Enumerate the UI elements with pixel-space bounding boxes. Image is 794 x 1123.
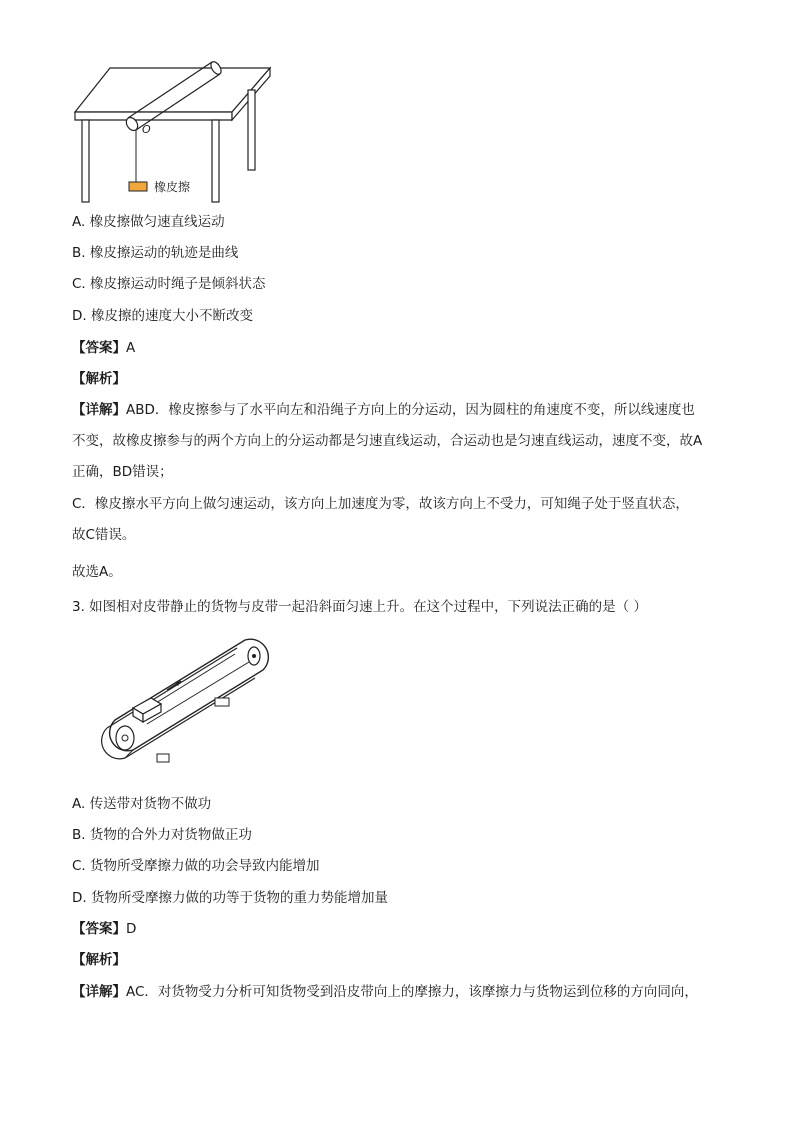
eraser-block: [129, 182, 147, 191]
q2-option-c: C. 橡皮擦运动时绳子是倾斜状态: [72, 276, 266, 292]
answer-label: 【答案】: [72, 340, 126, 356]
q2-analysis-label: 【解析】: [72, 371, 126, 387]
table-leg: [82, 120, 89, 202]
q3-option-c: C. 货物所受摩擦力做的功会导致内能增加: [72, 858, 320, 874]
eraser-label: 橡皮擦: [154, 180, 191, 194]
q3-stem: 3. 如图相对皮带静止的货物与皮带一起沿斜面匀速上升。在这个过程中，下列说法正确的是（ ）: [72, 599, 647, 615]
table-eraser-diagram: [70, 60, 290, 210]
q2-option-d: D. 橡皮擦的速度大小不断改变: [72, 308, 253, 324]
q2-conclusion: 故选A。: [72, 564, 122, 580]
q2-option-b: B. 橡皮擦运动的轨迹是曲线: [72, 245, 239, 261]
answer-value: D: [126, 921, 137, 937]
q3-option-d: D. 货物所受摩擦力做的功等于货物的重力势能增加量: [72, 890, 388, 906]
q2-detail-line: 正确，BD错误；: [72, 464, 173, 480]
table-leg: [248, 90, 255, 170]
conveyor-diagram: [85, 628, 275, 778]
table-leg: [212, 120, 219, 202]
point-o-label: O: [142, 123, 151, 136]
q3-detail-line: 【详解】AC．对货物受力分析可知货物受到沿皮带向上的摩擦力，该摩擦力与货物运到位移的方向同向，: [72, 984, 698, 1000]
q2-option-a: A. 橡皮擦做匀速直线运动: [72, 214, 225, 230]
detail-label: 【详解】: [72, 402, 126, 418]
conveyor-figure: [85, 628, 275, 778]
q3-analysis-label: 【解析】: [72, 952, 126, 968]
detail-label: 【详解】: [72, 984, 126, 1000]
table-eraser-figure: [70, 60, 290, 210]
q2-detail-line: 不变，故橡皮擦参与的两个方向上的分运动都是匀速直线运动，合运动也是匀速直线运动，速度不变，故A: [72, 433, 703, 449]
q3-answer: [72, 919, 136, 939]
q3-option-b: B. 货物的合外力对货物做正功: [72, 827, 252, 843]
q2-detail-line: 【详解】ABD．橡皮擦参与了水平向左和沿绳子方向上的分运动，因为圆柱的角速度不变，所以线速度也: [72, 402, 695, 418]
q2-answer: [72, 338, 135, 358]
q2-detail-line: 故C错误。: [72, 527, 136, 543]
answer-value: A: [126, 340, 136, 356]
answer-label: 【答案】: [72, 921, 126, 937]
q2-detail-line: C．橡皮擦水平方向上做匀速运动，该方向上加速度为零，故该方向上不受力，可知绳子处于竖直状态，: [72, 496, 689, 512]
q3-option-a: A. 传送带对货物不做功: [72, 796, 212, 812]
